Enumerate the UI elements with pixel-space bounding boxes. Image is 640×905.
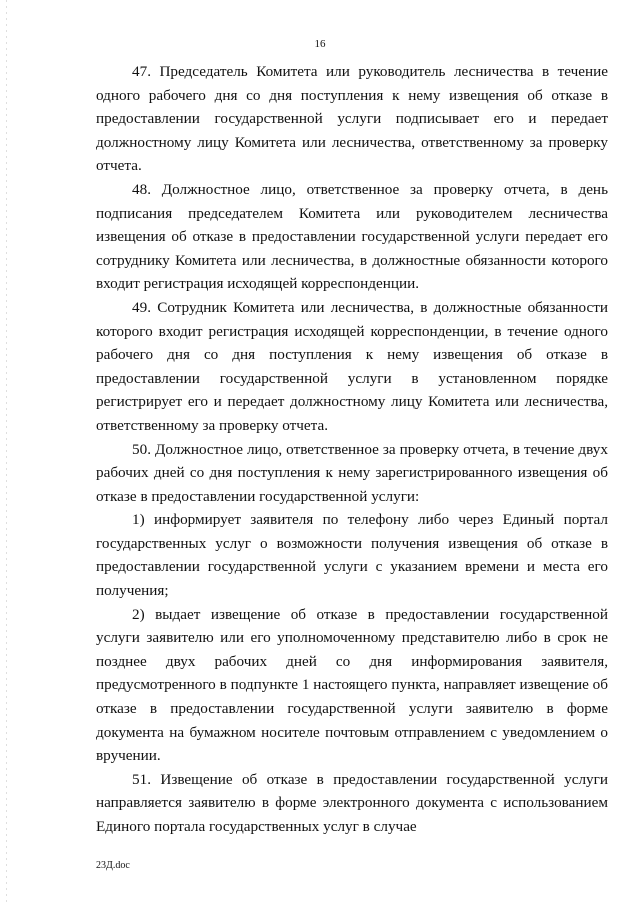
page-number: 16 xyxy=(314,38,326,50)
document-body xyxy=(96,60,608,839)
paragraph-49: 49. Сотрудник Комитета или лесничества, в должностные обязанности которого входит регистрация исходящей корреспонденции, в течение одного рабочего дня со дня поступления к нему извещения об отказе в предоставлении государственной услуги в установленном порядке регистрирует его и передает должностному лицу Комитета или лесничества, ответственному за проверку отчета. xyxy=(96,298,608,434)
paragraph-50-item-2: 2) выдает извещение об отказе в предоставлении государственной услуги заявителю или его уполномоченному представителю либо в срок не позднее двух рабочих дней со дня информирования заявителя, предусмотренного в подпункте 1 настоящего пункта, направляет извещение об отказе в предоставлении государственной услуги заявителю в форме документа на бумажном носителе почтовым отправлением с уведомлением о вручении. xyxy=(96,605,608,765)
scan-edge-artifact xyxy=(6,0,7,905)
paragraph-50: 50. Должностное лицо, ответственное за проверку отчета, в течение двух рабочих дней со дня поступления к нему зарегистрированного извещения об отказе в предоставлении государственной услуги: xyxy=(96,440,608,505)
paragraph-48: 48. Должностное лицо, ответственное за проверку отчета, в день подписания председателем Комитета или руководителем лесничества извещения об отказе в предоставлении государственной услуги передает его сотруднику Комитета или лесничества, в должностные обязанности которого входит регистрация исходящей корреспонденции. xyxy=(96,180,608,293)
paragraph-51: 51. Извещение об отказе в предоставлении государственной услуги направляется заявителю в форме электронного документа с использованием Единого портала государственных услуг в случае xyxy=(96,770,608,835)
footer-filename: 23Д.doc xyxy=(96,860,130,871)
paragraph-47: 47. Председатель Комитета или руководитель лесничества в течение одного рабочего дня со дня поступления к нему извещения об отказе в предоставлении государственной услуги подписывает его и передает должностному лицу Комитета или лесничества, ответственному за проверку отчета. xyxy=(96,63,608,175)
paragraph-50-item-1: 1) информирует заявителя по телефону либо через Единый портал государственных услуг о возможности получения извещения об отказе в предоставлении государственной услуги с указанием времени и места его получения; xyxy=(96,511,608,600)
